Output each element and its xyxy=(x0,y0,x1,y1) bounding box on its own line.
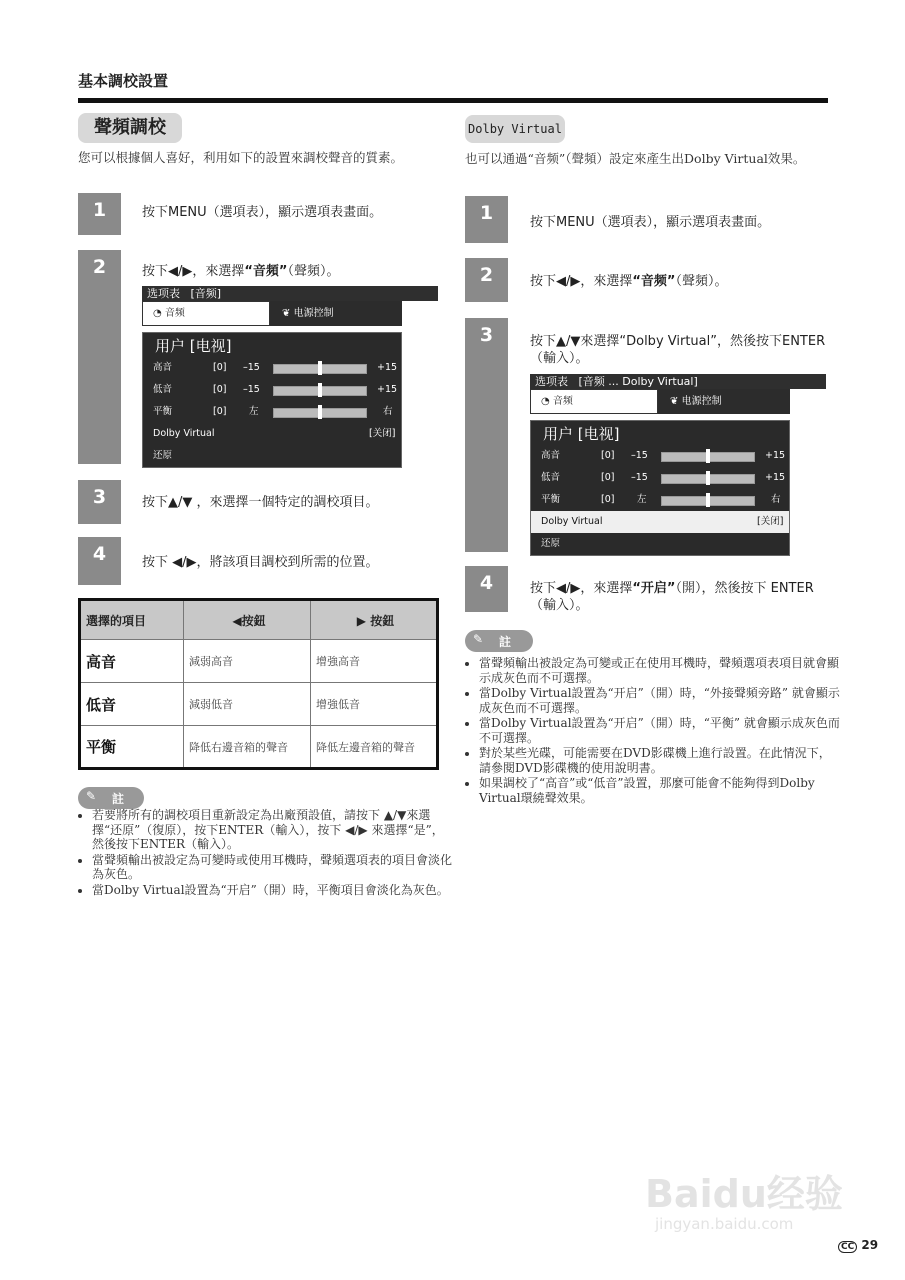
row-label: 平衡 xyxy=(153,406,173,417)
balance-slider xyxy=(661,496,755,506)
slider-knob xyxy=(318,405,322,419)
right-step-3-text: 按下▲/▼來選擇“Dolby Virtual”，然後按下ENTER（輸入）。 xyxy=(530,334,826,366)
note-label: 註 xyxy=(112,792,125,806)
balance-slider xyxy=(273,408,367,418)
leaf-icon: ❦ xyxy=(282,308,291,319)
menu-tabs xyxy=(530,389,790,414)
step-text-b: “开启” xyxy=(632,581,676,596)
step-number: 3 xyxy=(479,324,494,346)
table-cell: 減弱低音 xyxy=(184,683,311,726)
step-text-a: 按下◀/▶，來選擇 xyxy=(530,274,633,289)
right-step-2-text xyxy=(530,273,728,290)
row-min: –15 xyxy=(631,450,648,461)
note-item: • 若要將所有的調校項目重新設定為出廠預設值，請按下 ▲/▼來選擇“还原”（復原），按下ENTER（輸入），按下 ◀/▶ 來選擇“是”，然後按下ENTER（輸入）。 xyxy=(92,808,452,852)
row-value: [0] xyxy=(601,494,615,505)
row-label: Dolby Virtual xyxy=(153,428,215,439)
note-label: 註 xyxy=(499,635,512,649)
row-min: –15 xyxy=(243,362,260,373)
watermark-url: jingyan.baidu.com xyxy=(655,1215,794,1233)
left-step-3-text: 按下▲/▼ ，來選擇一個特定的調校項目。 xyxy=(142,495,379,510)
right-title: Dolby Virtual xyxy=(465,115,565,143)
left-notes-list xyxy=(78,808,452,898)
step-number: 4 xyxy=(479,572,494,594)
menu-row-treble xyxy=(531,445,789,467)
right-intro: 也可以通過“音频”（聲頻）設定來產生出Dolby Virtual效果。 xyxy=(465,151,806,166)
left-intro: 您可以根據個人喜好，利用如下的設置來調校聲音的質素。 xyxy=(78,150,404,165)
tab-audio xyxy=(142,301,270,326)
tab-power-label: 电源控制 xyxy=(681,396,722,407)
table-cell: 增強低音 xyxy=(311,683,438,726)
right-step-3-bar xyxy=(465,318,508,552)
left-step-3-bar xyxy=(78,480,121,524)
menu-header xyxy=(530,374,826,389)
table-row xyxy=(80,726,438,769)
step-text-a: 按下◀/▶，來選擇 xyxy=(142,264,245,279)
menu-row-reset xyxy=(531,533,789,555)
slider-knob xyxy=(706,471,710,485)
header-divider xyxy=(78,98,828,103)
page-number-text: 29 xyxy=(861,1238,879,1252)
step-text-b: “音频” xyxy=(632,274,676,289)
step-number: 2 xyxy=(92,256,107,278)
leaf-icon: ❦ xyxy=(670,396,679,407)
step-text-b: “音頻” xyxy=(244,264,288,279)
row-value: [0] xyxy=(213,362,227,373)
step-text-c: （聲頻）。 xyxy=(287,264,340,279)
left-step-1-bar xyxy=(78,193,121,235)
row-label: 低音 xyxy=(541,472,561,483)
row-value: [0] xyxy=(213,384,227,395)
right-step-1-text: 按下MENU（選項表），顯示選項表畫面。 xyxy=(530,215,771,230)
table-header: 選擇的項目 xyxy=(80,600,184,640)
panel-title: 用户 [电视] xyxy=(543,425,620,443)
menu-panel xyxy=(142,332,402,468)
tab-audio-label: 音频 xyxy=(164,308,185,319)
bass-slider xyxy=(661,474,755,484)
row-max: 右 xyxy=(383,406,393,417)
panel-title: 用户 [电视] xyxy=(155,337,232,355)
menu-row-treble xyxy=(143,357,401,379)
row-max: 右 xyxy=(771,494,781,505)
note-item: • 如果調校了“高音”或“低音”設置，那麼可能會不能夠得到Dolby Virtual環繞聲效果。 xyxy=(479,776,841,805)
row-value: [0] xyxy=(601,472,615,483)
left-step-2-text xyxy=(142,263,340,280)
table-row xyxy=(80,683,438,726)
menu-row-dolby xyxy=(143,423,401,445)
right-step-1-bar xyxy=(465,196,508,243)
row-value: [关闭] xyxy=(369,428,396,439)
table-cell: 減弱高音 xyxy=(184,640,311,683)
row-min: 左 xyxy=(637,494,647,505)
left-step-4-text: 按下 ◀/▶，將該項目調校到所需的位置。 xyxy=(142,555,379,570)
row-label: 还原 xyxy=(541,538,561,549)
speaker-icon: ◔ xyxy=(153,308,162,319)
tab-audio-label: 音频 xyxy=(552,396,573,407)
step-text-c: （聲頻）。 xyxy=(675,274,728,289)
row-min: 左 xyxy=(249,406,259,417)
cc-icon: CC xyxy=(838,1241,857,1253)
tab-power xyxy=(270,301,402,326)
row-max: +15 xyxy=(765,450,786,461)
row-min: –15 xyxy=(243,384,260,395)
right-menu-screenshot xyxy=(530,374,826,556)
table-cell: 降低右邊音箱的聲音 xyxy=(184,726,311,769)
table-cell: 低音 xyxy=(80,683,184,726)
paperclip-icon: ✎ xyxy=(86,789,97,803)
left-step-1-text: 按下MENU（選項表），顯示選項表畫面。 xyxy=(142,205,383,220)
right-step-4-bar xyxy=(465,566,508,612)
menu-row-bass xyxy=(531,467,789,489)
row-label: 高音 xyxy=(153,362,173,373)
menu-header xyxy=(142,286,438,301)
menu-panel xyxy=(530,420,790,556)
row-label: 高音 xyxy=(541,450,561,461)
section-title: 基本調校設置 xyxy=(78,72,169,90)
slider-knob xyxy=(706,449,710,463)
treble-slider xyxy=(273,364,367,374)
slider-knob xyxy=(318,383,322,397)
menu-row-bass xyxy=(143,379,401,401)
note-item: • 當聲頻輸出被設定為可變時或使用耳機時，聲頻選項表的項目會淡化為灰色。 xyxy=(92,853,452,882)
row-max: +15 xyxy=(377,362,398,373)
tab-power-label: 电源控制 xyxy=(293,308,334,319)
step-number: 4 xyxy=(92,543,107,565)
left-note-badge xyxy=(78,787,144,809)
menu-row-balance xyxy=(143,401,401,423)
note-item: • 當聲頻輸出被設定為可變或正在使用耳機時，聲頻選項表項目就會顯示成灰色而不可選擇。 xyxy=(479,656,841,685)
tab-audio xyxy=(530,389,658,414)
row-min: –15 xyxy=(631,472,648,483)
step-number: 1 xyxy=(479,202,494,224)
slider-knob xyxy=(706,493,710,507)
table-cell: 高音 xyxy=(80,640,184,683)
row-value: [关闭] xyxy=(757,516,784,527)
paperclip-icon: ✎ xyxy=(473,632,484,646)
row-value: [0] xyxy=(601,450,615,461)
table-cell: 平衡 xyxy=(80,726,184,769)
menu-row-dolby-selected xyxy=(531,511,789,533)
right-notes-list xyxy=(465,656,841,806)
menu-row-balance xyxy=(531,489,789,511)
slider-knob xyxy=(318,361,322,375)
table-header: ◀按鈕 xyxy=(184,600,311,640)
note-item: • 對於某些光碟，可能需要在DVD影碟機上進行設置。在此情況下，請參閱DVD影碟機的使用說明書。 xyxy=(479,746,841,775)
note-item: • 當Dolby Virtual設置為“开启”（開）時，平衡項目會淡化為灰色。 xyxy=(92,883,452,898)
step-number: 1 xyxy=(92,199,107,221)
table-header: ▶ 按鈕 xyxy=(311,600,438,640)
menu-tabs xyxy=(142,301,402,326)
row-max: +15 xyxy=(377,384,398,395)
bass-slider xyxy=(273,386,367,396)
step-number: 2 xyxy=(479,264,494,286)
adjustment-table xyxy=(78,598,439,770)
menu-header-path: [音频] xyxy=(190,287,222,300)
table-cell: 增強高音 xyxy=(311,640,438,683)
tab-power xyxy=(658,389,790,414)
menu-row-reset xyxy=(143,445,401,467)
note-item: • 當Dolby Virtual設置為“开启”（開）時，“外接聲頻旁路” 就會顯示成灰色而不可選擇。 xyxy=(479,686,841,715)
table-row xyxy=(80,640,438,683)
step-number: 3 xyxy=(92,486,107,508)
row-label: 低音 xyxy=(153,384,173,395)
right-step-4-text xyxy=(530,580,826,614)
right-step-2-bar xyxy=(465,258,508,302)
left-menu-screenshot xyxy=(142,286,438,468)
table-header-row xyxy=(80,600,438,640)
menu-header-label: 选项表 xyxy=(535,375,568,388)
row-label: 平衡 xyxy=(541,494,561,505)
step-text-c: （開），然後按下 ENTER（輸入）。 xyxy=(530,581,814,613)
treble-slider xyxy=(661,452,755,462)
row-label: 还原 xyxy=(153,450,173,461)
row-label: Dolby Virtual xyxy=(541,516,603,527)
note-item: • 當Dolby Virtual設置為“开启”（開）時，“平衡” 就會顯示成灰色而不可選擇。 xyxy=(479,716,841,745)
left-title: 聲頻調校 xyxy=(78,113,182,143)
row-max: +15 xyxy=(765,472,786,483)
menu-header-path: [音频 ... Dolby Virtual] xyxy=(578,375,698,388)
step-text-a: 按下◀/▶，來選擇 xyxy=(530,581,633,596)
page-number xyxy=(838,1238,878,1252)
speaker-icon: ◔ xyxy=(541,396,550,407)
right-note-badge xyxy=(465,630,533,652)
row-value: [0] xyxy=(213,406,227,417)
left-step-2-bar xyxy=(78,250,121,464)
left-step-4-bar xyxy=(78,537,121,585)
watermark-logo: Baidu经验 xyxy=(645,1172,843,1216)
menu-header-label: 选项表 xyxy=(147,287,180,300)
table-cell: 降低左邊音箱的聲音 xyxy=(311,726,438,769)
